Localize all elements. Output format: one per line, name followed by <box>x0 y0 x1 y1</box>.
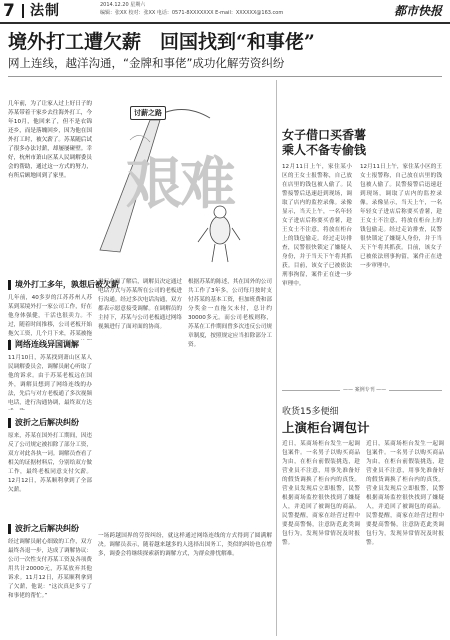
editor-info: 编辑：张XX 校对：张XX 电话：0571-8XXXXXXX E-mail：XXXXXX@163.com <box>100 10 284 16</box>
lower-body-cont: 近日，某商场柜台发生一起调包案件。一名男子以购买商品为由，在柜台前假装挑选，趁营业员不注意，用事先准备好的假货调换了柜台内的真货。营业员发现后立即报警，民警根据商场监控很快找到了嫌疑人，并追回了被调包的商品。民警提醒，商家在经营过程中要提高警惕，注意防范此类调包行为，发现异常情况及时报警。 <box>366 441 444 546</box>
cartoon-word: 艰难 <box>126 151 234 217</box>
section1-title: 境外打工多年，孰想后被欠薪 <box>8 280 119 290</box>
subheadline: 网上连线，越洋沟通，“金牌和事佬”成功化解劳资纠纷 <box>8 56 285 70</box>
sidebar-title-line2: 乘人不备专偷钱 <box>282 143 367 157</box>
lower-title-line1: 收货15多便细 <box>282 407 339 417</box>
section1-body: 几年前，40多岁的江苏苏州人苏某到某境外打一家公司工作，好在他身体强健，干活也很卖力。不过，随着时间推移，公司老板开始拖欠工资，几个月下来，苏某被拖 <box>8 295 92 337</box>
sidebar-body: 12月11日上午，家住某小区的王女士报警称，自己放在店里的钱包被人偷了。民警接警后迅速赶到现场，调取了店内的监控录像。录像显示，当天上午，一名年轻女子进店后称要买香薯，趁王女士不注意，将放在柜台上的钱包偷走。经过走访排查，民警很快锁定了嫌疑人身份，并于当天下午将其抓获。目前，该女子已被依法刑事拘留，案件正在进一步审理中。 <box>282 164 352 287</box>
body-column-3: 经过调解员耐心细致的工作，双方最终各退一步，达成了调解协议：公司一次性支付苏某工资及各项费用共计20000元，苏某放弃其他诉求。11月12日，苏某顺利拿到了欠薪，他说：“这次真是多亏了和事佬的帮忙。” <box>8 539 92 599</box>
section2-body: 11月10日，苏某找到萧山区某人民调解委员会，调解员耐心听取了他的诉求。由于苏某老板远在国外，调解员想到了网络连线的办法，先后与对方老板通了多次视频电话，进行沟通协调，最终双方达 <box>8 355 92 406</box>
lower-title-line2: 上演柜台调包计 <box>282 420 370 435</box>
column-tag: —— 案例专刊 —— <box>340 386 389 393</box>
section3-body: 原来，苏某在国外打工期间，因违反了公司规定被扣除了部分工资，双方对此各执一词。调解员查看了相关的证据材料后，分别给双方做工作，最终老板同意支付欠薪。12月12日，苏某顺利拿到了全部欠薪。 <box>8 433 92 493</box>
page-number: 7 <box>3 1 15 21</box>
section2-title: 网络连线异国调解 <box>8 340 79 350</box>
headline: 境外打工遭欠薪 回国找到“和事佬” <box>8 31 315 53</box>
paper-logo: 都市快报 <box>393 4 442 18</box>
column-divider <box>276 80 277 636</box>
closing-column: 一场跨越国界的劳资纠纷，就这样通过网络连线的方式得到了圆满解决。调解员表示，随着越来越多的人选择出国务工，类似的纠纷也在增多，调委会将继续探索新的调解方式，为群众排忧解难。 <box>98 533 272 557</box>
cartoon-illustration <box>90 80 270 270</box>
lead-paragraph: 几年前，为了让家人过上好日子的苏某带着干家乡去往海外打工，今年10月，他回来了，但不是衣锦还乡，而是落魄回乡，因为他在国外打工时，被欠薪了。苏某随后试了很多办法讨薪，却屡屡碰壁。幸好，杭州市萧山区某人民调解委员会的帮助，通过这一方式的努力，有所后顾地回到了家里。 <box>8 101 92 179</box>
sidebar-title-line1: 女子借口买香薯 <box>282 128 367 142</box>
cartoon-sign: 讨薪之路 <box>130 106 166 120</box>
section-name: 法制 <box>30 3 60 19</box>
masthead <box>0 0 450 24</box>
section3-title: 波折之后解决纠纷 <box>8 418 79 428</box>
lower-body: 近日，某商场柜台发生一起调包案件。一名男子以购买商品为由，在柜台前假装挑选，趁营业员不注意，用事先准备好的假货调换了柜台内的真货。营业员发现后立即报警，民警根据商场监控很快找到了嫌疑人，并追回了被调包的商品。民警提醒，商家在经营过程中要提高警惕，注意防范此类调包行为，发现异常情况及时报警。 <box>282 441 360 546</box>
sidebar-body-cont: 12月11日上午，家住某小区的王女士报警称，自己放在店里的钱包被人偷了。民警接警后迅速赶到现场，调取了店内的监控录像。录像显示，当天上午，一名年轻女子进店后称要买香薯，趁王女士不注意，将放在柜台上的钱包偷走。经过走访排查，民警很快锁定了嫌疑人身份，并于当天下午将其抓获。目前，该女子已被依法刑事拘留，案件正在进一步审理中。 <box>360 164 442 269</box>
body-column-1: 进行全面了解后，调解员决定通过电话方式与苏某所在公司的老板进行沟通。经过多次电话沟通，双方都表示愿意接受调解。在调解员的主持下，苏某与公司老板通过网络视频进行了面对面的协商。 <box>98 279 182 330</box>
section4-title: 波折之后解决纠纷 <box>8 524 79 534</box>
body-column-2: 根据苏某的陈述，其在国外的公司共工作了3年多，公司每月按时支付苏某的基本工资，但加班费和部分奖金一直拖欠未付，总计约30000多元。而公司老板则称，苏某在工作期间曾多次违反公司规章制度，按照规定应当扣除部分工资。 <box>188 279 272 348</box>
divider <box>8 76 442 77</box>
issue-date: 2014.12.20 星期六 <box>100 2 146 8</box>
